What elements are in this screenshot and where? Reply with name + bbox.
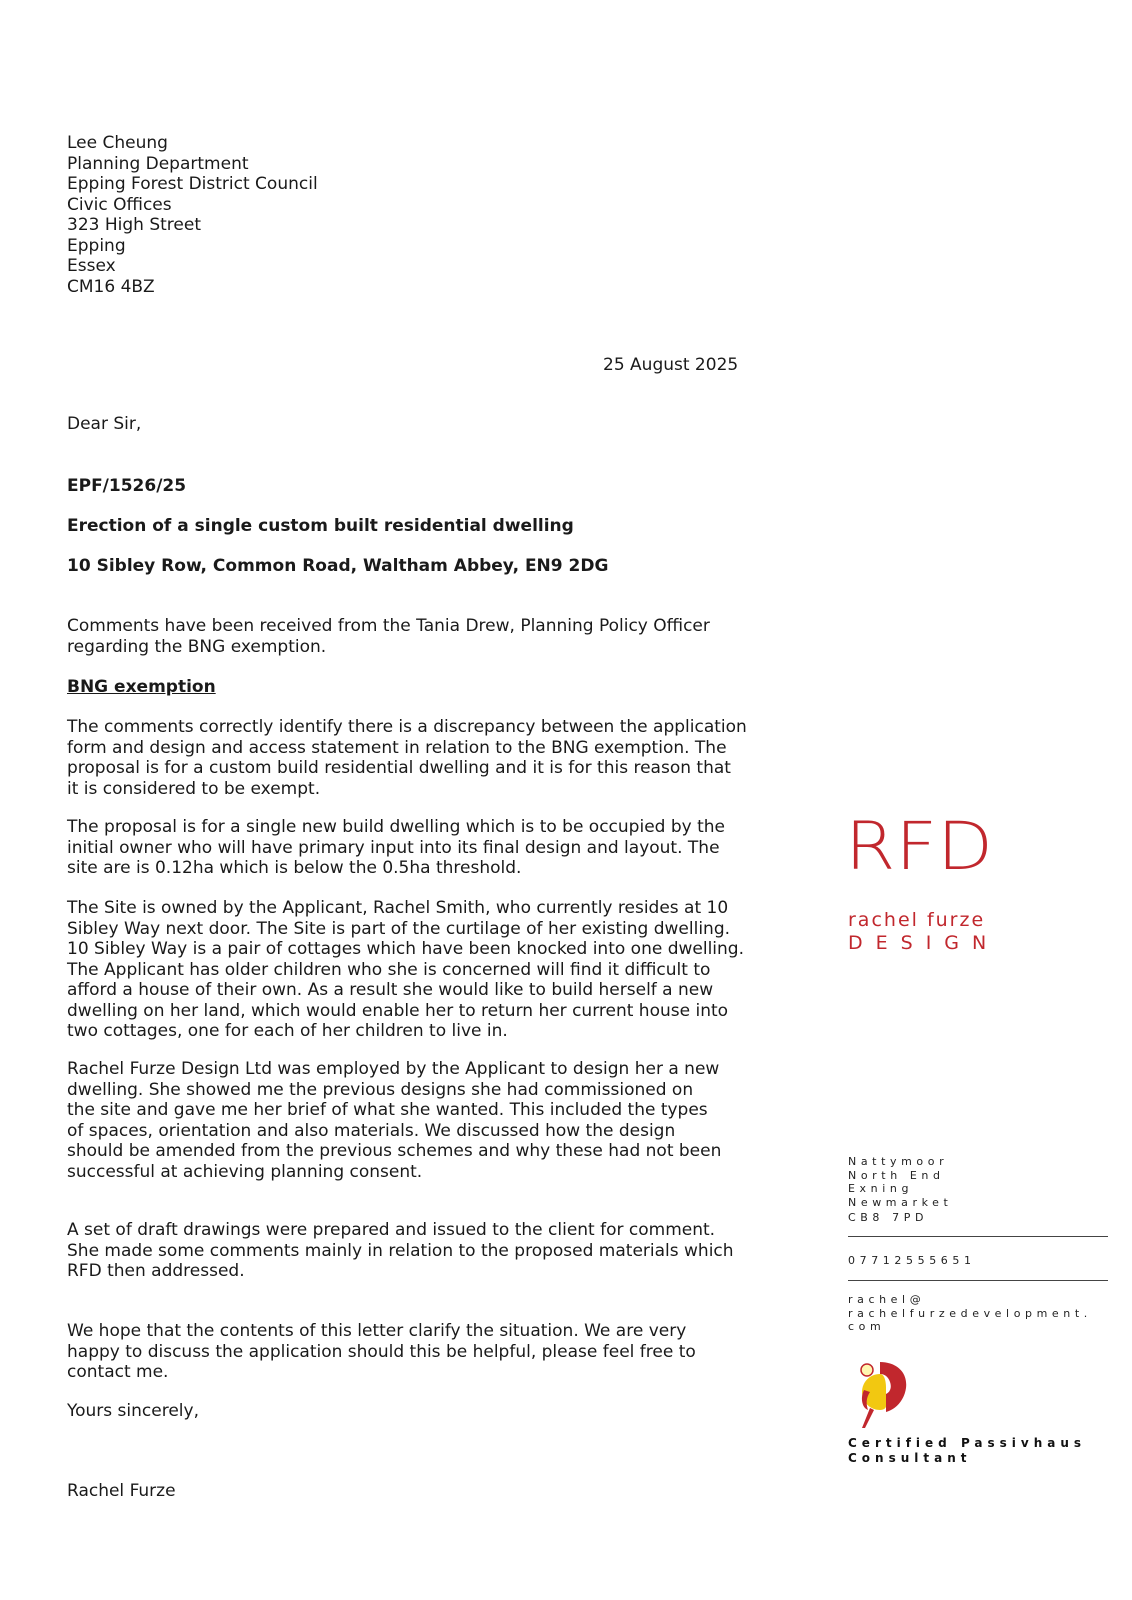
contact-phone: 07712555651 — [848, 1254, 976, 1267]
paragraph-line: happy to discuss the application should this be helpful, please feel free to — [67, 1341, 696, 1362]
paragraph-line: successful at achieving planning consent. — [67, 1161, 423, 1182]
paragraph-line: form and design and access statement in relation to the BNG exemption. The — [67, 737, 727, 758]
recipient-name: Lee Cheung — [67, 133, 168, 153]
divider — [848, 1280, 1108, 1281]
paragraph-line: She made some comments mainly in relation to the proposed materials which — [67, 1240, 734, 1261]
paragraph-line: A set of draft drawings were prepared and issued to the client for comment. — [67, 1220, 716, 1240]
paragraph-line: The comments correctly identify there is a discrepancy between the application — [67, 717, 747, 737]
letter-date: 25 August 2025 — [603, 355, 739, 375]
paragraph-line: RFD then addressed. — [67, 1261, 245, 1281]
paragraph-line: Comments have been received from the Tania Drew, Planning Policy Officer — [67, 616, 710, 636]
paragraph-line: proposal is for a custom build residential dwelling and it is for this reason that — [67, 758, 731, 778]
site-address-heading: 10 Sibley Row, Common Road, Waltham Abbey, EN9 2DG — [67, 556, 609, 576]
paragraph-line: dwelling. She showed me the previous designs she had commissioned on — [67, 1079, 694, 1100]
email-line: rachel@ — [848, 1293, 926, 1306]
certification-line: Certified Passivhaus — [848, 1436, 1087, 1450]
recipient-postcode: CM16 4BZ — [67, 276, 155, 297]
paragraph-line: should be amended from the previous schemes and why these had not been — [67, 1141, 722, 1161]
address-line: Nattymoor — [848, 1155, 949, 1168]
paragraph-line: initial owner who will have primary input into its final design and layout. The — [67, 837, 720, 858]
recipient-department: Planning Department — [67, 153, 249, 174]
paragraph-line: We hope that the contents of this letter clarify the situation. We are very — [67, 1321, 687, 1341]
paragraph-line: The Site is owned by the Applicant, Rachel Smith, who currently resides at 10 — [67, 898, 729, 918]
email-line: rachelfurzedevelopment. — [848, 1306, 1092, 1320]
closing: Yours sincerely, — [67, 1401, 199, 1421]
paragraph-line: 10 Sibley Way is a pair of cottages which have been knocked into one dwelling. — [67, 939, 745, 959]
paragraph-line: afford a house of their own. As a result she would like to build herself a new — [67, 980, 714, 1000]
recipient-building: Civic Offices — [67, 194, 172, 215]
paragraph-line: Sibley Way next door. The Site is part of the curtilage of her existing dwelling. — [67, 918, 731, 939]
body-paragraph-5 — [67, 1220, 757, 1282]
certification-line: Consultant — [848, 1451, 972, 1465]
address-line: North End — [848, 1168, 945, 1182]
paragraph-line: of spaces, orientation and also materials. We discussed how the design — [67, 1120, 676, 1141]
brand-tagline-design: DESIGN — [848, 932, 1000, 954]
recipient-organisation: Epping Forest District Council — [67, 174, 318, 194]
signatory-name: Rachel Furze — [67, 1481, 176, 1501]
contact-email — [848, 1293, 1092, 1334]
body-paragraph-3 — [67, 898, 757, 1042]
rfd-logo — [845, 816, 1005, 876]
reference-number: EPF/1526/25 — [67, 476, 187, 496]
paragraph-line: contact me. — [67, 1362, 169, 1382]
certification-label — [848, 1436, 1086, 1466]
paragraph-line: site are is 0.12ha which is below the 0.5ha threshold. — [67, 858, 522, 878]
passivhaus-logo-icon — [850, 1360, 912, 1430]
subject-heading: Erection of a single custom built residential dwelling — [67, 516, 574, 536]
address-line: Exning — [848, 1182, 914, 1196]
paragraph-line: it is considered to be exempt. — [67, 778, 321, 799]
recipient-town: Epping — [67, 235, 126, 256]
contact-address — [848, 1155, 952, 1225]
paragraph-line: dwelling on her land, which would enable her to return her current house into — [67, 1000, 729, 1021]
salutation: Dear Sir, — [67, 414, 142, 434]
email-line: com — [848, 1320, 886, 1334]
body-paragraph-1 — [67, 717, 757, 799]
paragraph-line: The Applicant has older children who she is concerned will find it difficult to — [67, 959, 711, 980]
address-line: Newmarket — [848, 1195, 953, 1209]
body-paragraph-6 — [67, 1321, 757, 1383]
brand-tagline-name: rachel furze — [848, 909, 986, 931]
paragraph-line: regarding the BNG exemption. — [67, 636, 327, 657]
rfd-logo-text: RFD — [845, 816, 993, 876]
paragraph-line: two cottages, one for each of her children to live in. — [67, 1021, 508, 1041]
body-paragraph-2 — [67, 817, 757, 879]
intro-paragraph — [67, 616, 757, 657]
address-line: CB8 7PD — [848, 1211, 929, 1225]
paragraph-line: Rachel Furze Design Ltd was employed by the Applicant to design her a new — [67, 1059, 720, 1079]
recipient-address — [67, 133, 318, 297]
divider — [848, 1236, 1108, 1237]
body-paragraph-4 — [67, 1059, 757, 1182]
paragraph-line: The proposal is for a single new build dwelling which is to be occupied by the — [67, 817, 726, 837]
section-heading: BNG exemption — [67, 677, 216, 697]
paragraph-line: the site and gave me her brief of what she wanted. This included the types — [67, 1100, 708, 1120]
recipient-county: Essex — [67, 256, 116, 276]
recipient-street: 323 High Street — [67, 215, 201, 235]
